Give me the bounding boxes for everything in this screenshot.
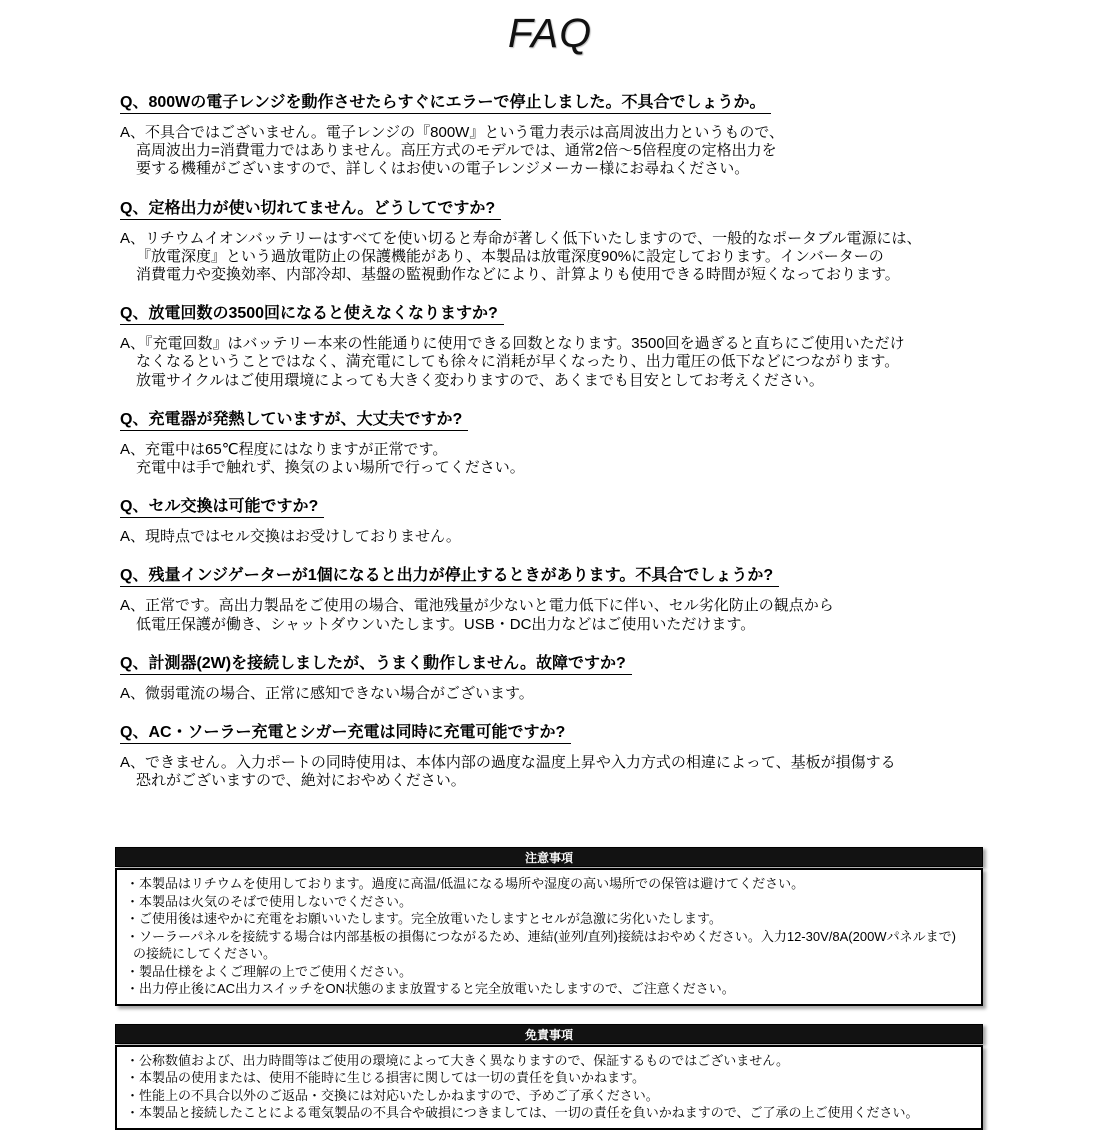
answer [120,597,1040,633]
notice-item: ・ご使用後は速やかに充電をお願いいたします。完全放電いたしますとセルが急激に劣化いたします。 [126,911,722,927]
answer-line: 要する機種がございますので、詳しくはお使いの電子レンジメーカー様にお尋ねください。 [136,160,750,178]
answer-line: A、できません。入力ポートの同時使用は、本体内部の過度な温度上昇や入力方式の相違によって、基板が損傷する [120,754,896,772]
question-heading [120,94,1040,111]
answer-line: A、充電中は65℃程度にはなりますが正常です。 [120,440,448,458]
qa-item [120,498,1040,546]
question-text: Q、放電回数の3500回になると使えなくなりますか? [120,305,504,325]
question-text: Q、計測器(2W)を接続しましたが、うまく動作しません。故障ですか? [120,655,632,675]
notice-box [115,847,983,1006]
answer-line: 放電サイクルはご使用環境によっても大きく変わりますので、あくまでも目安としてお考えください。 [136,371,824,389]
qa-item [120,655,1040,703]
notice-item-continuation: の接続にしてください。 [133,946,277,962]
qa-item [120,94,1040,179]
answer [120,335,1040,390]
answer [120,441,1040,477]
notice-item: ・製品仕様をよくご理解の上でご使用ください。 [126,963,413,979]
answer-line: A、『充電回数』はバッテリー本来の性能通りに使用できる回数となります。3500回を過ぎると直ちにご使用いただけ [120,335,905,353]
disclaimer-item: ・公称数値および、出力時間等はご使用の環境によって大きく異なりますので、保証するものではございません。 [126,1052,790,1068]
answer-line: A、不具合ではございません。電子レンジの『800W』という電力表示は高周波出力というもので、 [120,124,785,141]
answer-line: A、現時点ではセル交換はお受けしておりません。 [120,528,461,546]
qa-item [120,724,1040,790]
disclaimer-item: ・本製品の使用または、使用不能時に生じる損害に関しては一切の責任を負いかねます。 [126,1070,645,1086]
question-text: Q、定格出力が使い切れてません。どうしてですか? [120,200,501,220]
disclaimer-box [115,1024,983,1130]
answer [120,685,1040,703]
answer-line: 高周波出力=消費電力ではありません。高圧方式のモデルでは、通常2倍〜5倍程度の定格出力を [136,142,777,160]
answer [120,754,1040,790]
answer-line: 充電中は手で触れず、換気のよい場所で行ってください。 [136,459,525,477]
notice-item: ・本製品はリチウムを使用しております。過度に高温/低温になる場所や湿度の高い場所での保管は避けてください。 [126,876,805,892]
answer [120,124,1040,179]
answer [120,230,1040,285]
qa-item [120,567,1040,633]
qa-item [120,305,1040,390]
answer-line: A、正常です。高出力製品をご使用の場合、電池残量が少ないと電力低下に伴い、セル劣化防止の観点から [120,597,834,615]
notice-item: ・本製品は火気のそばで使用しないでください。 [126,893,413,909]
question-text: Q、残量インジゲーターが1個になると出力が停止するときがあります。不具合でしょうか? [120,567,779,587]
disclaimer-box-title: 免責事項 [115,1024,983,1044]
answer-line: A、微弱電流の場合、正常に感知できない場合がございます。 [120,684,534,702]
question-heading [120,411,1040,428]
answer-line: なくなるということではなく、満充電にしても徐々に消耗が早くなったり、出力電圧の低下などにつながります。 [136,353,900,371]
question-heading [120,655,1040,672]
question-heading [120,200,1040,217]
answer [120,528,1040,546]
qa-item [120,200,1040,285]
question-text: Q、セル交換は可能ですか? [120,498,324,518]
notice-box-title: 注意事項 [115,847,983,867]
answer-line: 恐れがございますので、絶対におやめください。 [136,772,466,790]
qa-item [120,411,1040,477]
disclaimer-box-body [115,1045,983,1130]
question-text: Q、800Wの電子レンジを動作させたらすぐにエラーで停止しました。不具合でしょうか。 [120,94,771,114]
question-text: Q、充電器が発熱していますが、大丈夫ですか? [120,411,468,431]
faq-content [120,94,1040,790]
question-heading [120,305,1040,322]
notice-box-body [115,868,983,1006]
disclaimer-item: ・性能上の不具合以外のご返品・交換には対応いたしかねますので、予めご了承ください。 [126,1087,659,1103]
question-heading [120,498,1040,515]
question-text: Q、AC・ソーラー充電とシガー充電は同時に充電可能ですか? [120,724,571,744]
answer-line: 消費電力や変換効率、内部冷却、基盤の監視動作などにより、計算よりも使用できる時間が短くなっております。 [136,266,900,284]
question-heading [120,567,1040,584]
notice-item: ・出力停止後にAC出力スイッチをON状態のまま放置すると完全放電いたしますので、ご注意ください。 [126,981,735,997]
notice-item: ・ソーラーパネルを接続する場合は内部基板の損傷につながるため、連結(並列/直列)接続はおやめください。入力12-30V/8A(200Wパネルまで) [126,928,956,944]
page-title: FAQ [507,10,593,56]
answer-line: 低電圧保護が働き、シャットダウンいたします。USB・DC出力などはご使用いただけます。 [136,615,756,633]
answer-line: 『放電深度』という過放電防止の保護機能があり、本製品は放電深度90%に設定しております。インバーターの [136,247,884,265]
question-heading [120,724,1040,741]
answer-line: A、リチウムイオンバッテリーはすべてを使い切ると寿命が著しく低下いたしますので、一般的なポータブル電源には、 [120,229,922,247]
disclaimer-item: ・本製品と接続したことによる電気製品の不具合や破損につきましては、一切の責任を負いかねますので、ご了承の上ご使用ください。 [126,1105,919,1121]
